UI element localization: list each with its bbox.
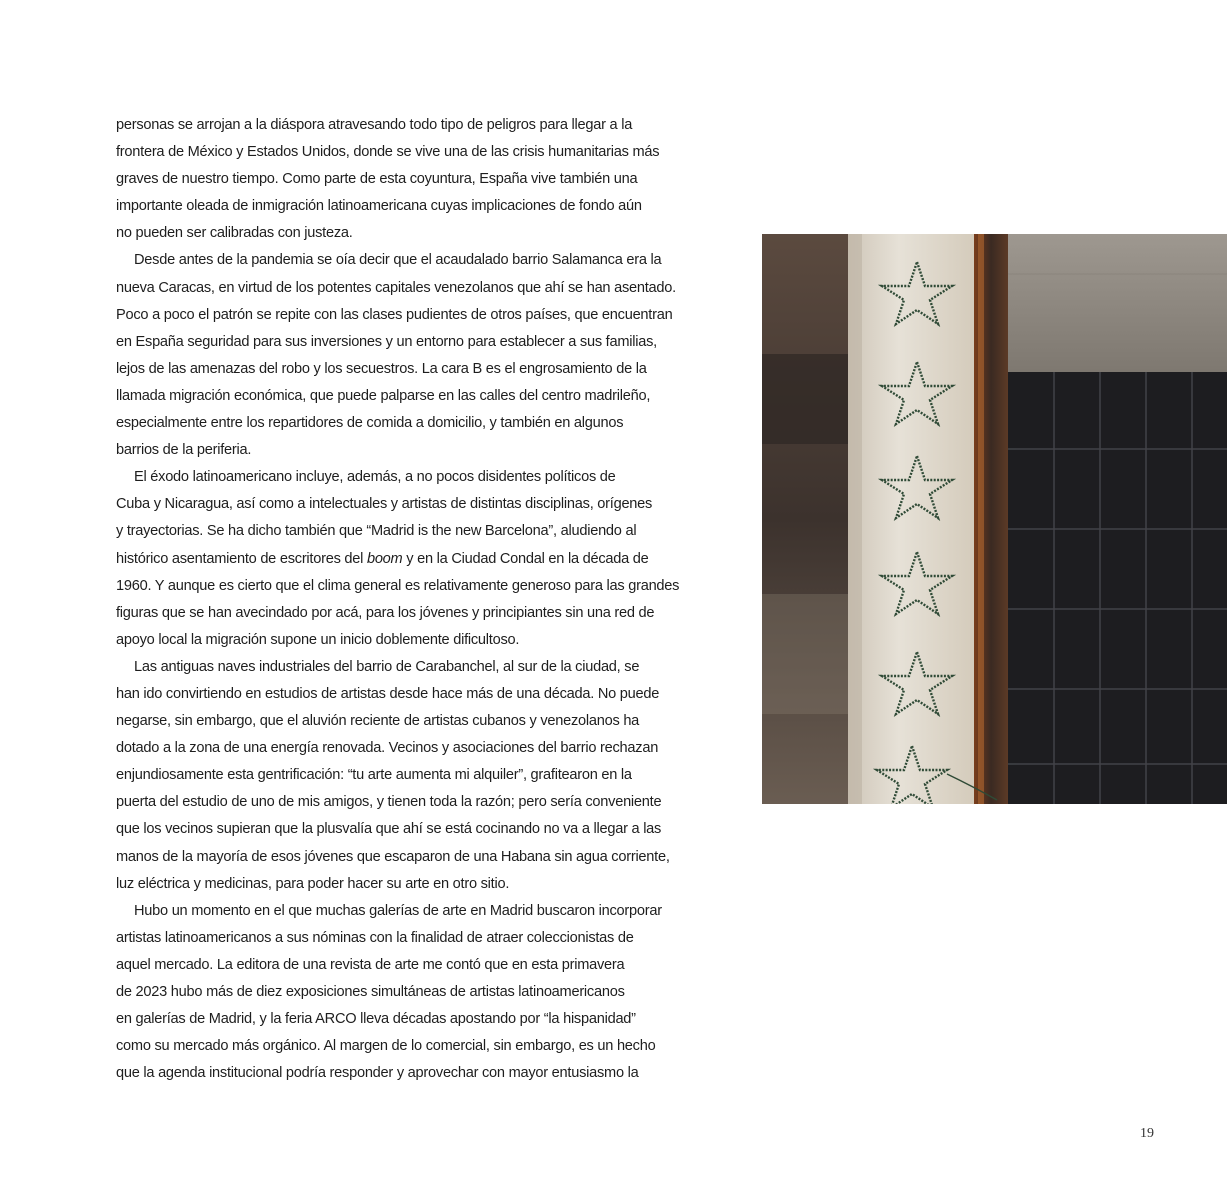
text-line: Cuba y Nicaragua, así como a intelectuales y artistas de distintas disciplinas, orígenes <box>116 496 653 513</box>
text-line: lejos de las amenazas del robo y los secuestros. La cara B es el engrosamiento de la <box>116 360 647 377</box>
text-line: artistas latinoamericanos a sus nóminas con la finalidad de atraer coleccionistas de <box>116 929 634 946</box>
text-line: no pueden ser calibradas con justeza. <box>116 225 353 242</box>
text-line: negarse, sin embargo, que el aluvión reciente de artistas cubanos y venezolanos ha <box>116 713 640 730</box>
text-line: en España seguridad para sus inversiones y un entorno para establecer a sus familias, <box>116 333 657 350</box>
text-line: nueva Caracas, en virtud de los potentes capitales venezolanos que ahí se han asentado. <box>116 279 676 296</box>
text-line: histórico asentamiento de escritores del boom y en la Ciudad Condal en la década de <box>116 550 649 567</box>
text-line: especialmente entre los repartidores de comida a domicilio, y también en algunos <box>116 415 624 432</box>
text-line: apoyo local la migración supone un inicio doblemente dificultoso. <box>116 631 520 648</box>
text-line: luz eléctrica y medicinas, para poder hacer su arte en otro sitio. <box>116 875 510 892</box>
text-line: han ido convirtiendo en estudios de artistas desde hace más de una década. No puede <box>116 685 660 702</box>
text-line: que la agenda institucional podría responder y aprovechar con mayor entusiasmo la <box>116 1065 639 1082</box>
text-line: en galerías de Madrid, y la feria ARCO lleva décadas apostando por “la hispanidad” <box>116 1011 636 1028</box>
text-line: barrios de la periferia. <box>116 442 252 459</box>
text-line: 1960. Y aunque es cierto que el clima general es relativamente generoso para las grandes <box>116 577 680 594</box>
italic-word: boom <box>366 550 403 567</box>
page-number: 19 <box>1140 1126 1154 1141</box>
text-line: importante oleada de inmigración latinoamericana cuyas implicaciones de fondo aún <box>116 198 642 215</box>
text-line: puerta del estudio de uno de mis amigos, y tienen toda la razón; pero sería conveniente <box>116 794 662 811</box>
text-line: graves de nuestro tiempo. Como parte de esta coyuntura, España vive también una <box>116 171 638 188</box>
paragraph-1 <box>116 112 716 247</box>
paragraph-2 <box>116 247 716 464</box>
text-line: llamada migración económica, que puede palparse en las calles del centro madrileño, <box>116 387 651 404</box>
text-line: Las antiguas naves industriales del barrio de Carabanchel, al sur de la ciudad, se <box>134 658 640 675</box>
text-line: que los vecinos supieran que la plusvalía que ahí se está cocinando no va a llegar a las <box>116 821 662 838</box>
paragraph-5 <box>116 898 716 1088</box>
text-line: manos de la mayoría de esos jóvenes que escaparon de una Habana sin agua corriente, <box>116 848 670 865</box>
text-line: dotado a la zona de una energía renovada. Vecinos y asociaciones del barrio rechazan <box>116 740 659 757</box>
paragraph-4 <box>116 654 716 898</box>
paragraph-3 <box>116 464 716 654</box>
text-line: de 2023 hubo más de diez exposiciones simultáneas de artistas latinoamericanos <box>116 984 625 1000</box>
photo-wall-stars-icon <box>762 234 1227 804</box>
text-line: como su mercado más orgánico. Al margen de lo comercial, sin embargo, es un hecho <box>116 1038 656 1055</box>
text-line: y trayectorias. Se ha dicho también que “Madrid is the new Barcelona”, aludiendo al <box>116 523 637 540</box>
text-line: Hubo un momento en el que muchas galerías de arte en Madrid buscaron incorporar <box>134 902 662 919</box>
text-line: personas se arrojan a la diáspora atravesando todo tipo de peligros para llegar a la <box>116 117 633 133</box>
text-line: Poco a poco el patrón se repite con las clases pudientes de otros países, que encuentran <box>116 306 673 323</box>
text-line: Desde antes de la pandemia se oía decir que el acaudalado barrio Salamanca era la <box>134 252 662 269</box>
text-line: enjundiosamente esta gentrificación: “tu arte aumenta mi alquiler”, grafitearon en la <box>116 767 632 784</box>
text-line: frontera de México y Estados Unidos, donde se vive una de las crisis humanitarias más <box>116 144 660 161</box>
body-text <box>116 112 716 1087</box>
text-line: aquel mercado. La editora de una revista de arte me contó que en esta primavera <box>116 956 625 973</box>
photo-wall-stars <box>762 234 1227 804</box>
text-line: figuras que se han avecindado por acá, para los jóvenes y principiantes sin una red de <box>116 604 655 621</box>
text-line: El éxodo latinoamericano incluye, además, a no pocos disidentes políticos de <box>134 469 616 486</box>
